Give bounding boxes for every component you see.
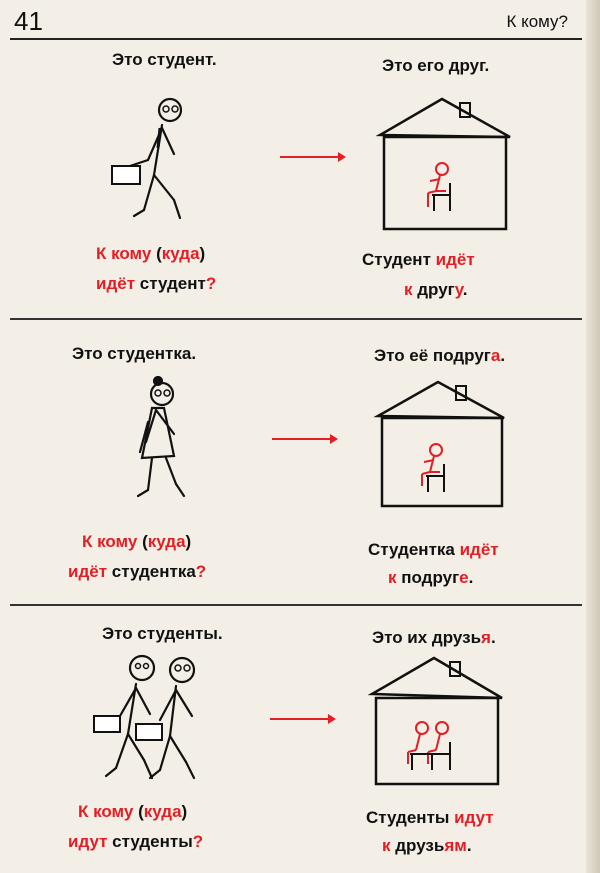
arrow-2 xyxy=(270,432,340,446)
page-edge xyxy=(586,0,600,873)
answer-line-3a: Студенты идут xyxy=(366,808,494,827)
arrow-3 xyxy=(268,712,338,726)
question-line-1a: К кому (куда) xyxy=(96,244,206,263)
answer-line-1a: Студент идёт xyxy=(362,250,475,269)
arrow-1 xyxy=(278,150,348,164)
section-divider-1 xyxy=(10,318,582,320)
caption-students: Это студенты. xyxy=(102,624,223,643)
caption-female-friend: Это её подруга. xyxy=(374,346,506,365)
house-2 xyxy=(368,378,518,514)
top-divider xyxy=(10,38,582,40)
caption-female-student: Это студентка. xyxy=(72,344,197,363)
answer-line-3b: к друзьям. xyxy=(382,836,472,855)
house-1 xyxy=(370,95,520,235)
students-figure xyxy=(80,650,230,790)
question-line-3b: идут студенты? xyxy=(68,832,204,851)
caption-student: Это студент. xyxy=(112,50,217,69)
house-3 xyxy=(362,654,512,790)
caption-friend: Это его друг. xyxy=(382,56,490,75)
question-line-1b: идёт студент? xyxy=(96,274,217,293)
female-student-figure xyxy=(112,372,202,512)
question-line-3a: К кому (куда) xyxy=(78,802,188,821)
caption-friends: Это их друзья. xyxy=(372,628,496,647)
answer-line-1b: к другу. xyxy=(404,280,468,299)
answer-line-2b: к подруге. xyxy=(388,568,474,587)
page-title: К кому? xyxy=(506,12,568,31)
answer-line-2a: Студентка идёт xyxy=(368,540,499,559)
question-line-2b: идёт студентка? xyxy=(68,562,207,581)
page-number: 41 xyxy=(14,6,43,36)
student-figure xyxy=(100,90,200,230)
question-line-2a: К кому (куда) xyxy=(82,532,192,551)
section-divider-2 xyxy=(10,604,582,606)
